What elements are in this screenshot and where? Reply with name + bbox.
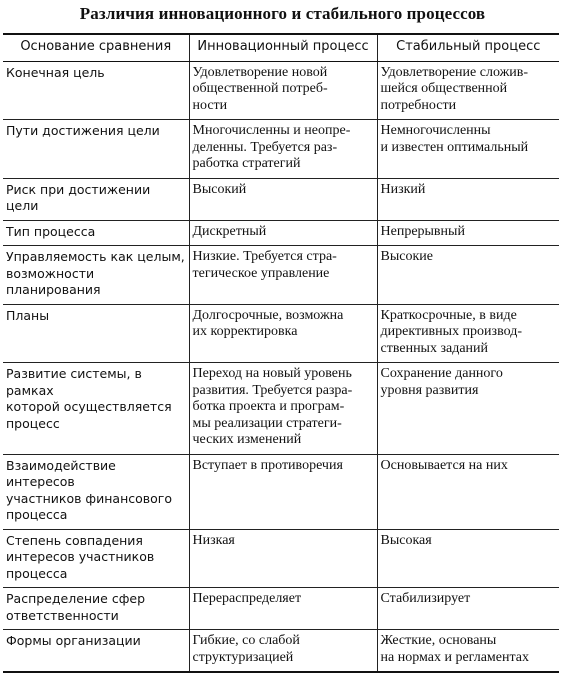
table-row	[3, 363, 559, 455]
innovative-cell: Удовлетворение новой общественной потреб- ности	[189, 61, 377, 120]
table-row	[3, 630, 559, 673]
innovative-cell: Многочисленны и неопре- деленны. Требуется раз- работка стратегий	[189, 120, 377, 179]
stable-cell: Удовлетворение сложив- шейся общественной потребности	[377, 61, 559, 120]
basis-cell: Распределение сфер ответственности	[3, 588, 189, 630]
stable-cell: Основывается на них	[377, 454, 559, 529]
innovative-cell: Дискретный	[189, 220, 377, 246]
stable-cell: Высокие	[377, 246, 559, 305]
stable-cell: Непрерывный	[377, 220, 559, 246]
stable-cell: Высокая	[377, 529, 559, 588]
innovative-cell: Гибкие, со слабой структуризацией	[189, 630, 377, 673]
stable-cell: Стабилизирует	[377, 588, 559, 630]
table-row	[3, 304, 559, 363]
header-basis: Основание сравнения	[3, 34, 189, 61]
header-stable: Стабильный процесс	[377, 34, 559, 61]
stable-cell: Низкий	[377, 178, 559, 220]
basis-cell: Управляемость как целым, возможности планирования	[3, 246, 189, 305]
table-row	[3, 61, 559, 120]
innovative-cell: Низкие. Требуется стра- тегическое управление	[189, 246, 377, 305]
table-row	[3, 178, 559, 220]
table-row	[3, 246, 559, 305]
basis-cell: Степень совпадения интересов участников процесса	[3, 529, 189, 588]
table-title: Различия инновационного и стабильного процессов	[79, 4, 486, 23]
basis-cell: Пути достижения цели	[3, 120, 189, 179]
table-row	[3, 120, 559, 179]
innovative-cell: Переход на новый уровень развития. Требуется разра- ботка проекта и програм- мы реализации стратеги- ческих изменений	[189, 363, 377, 455]
innovative-cell: Низкая	[189, 529, 377, 588]
basis-cell: Планы	[3, 304, 189, 363]
header-row	[3, 34, 559, 61]
innovative-cell: Высокий	[189, 178, 377, 220]
innovative-cell: Перераспределяет	[189, 588, 377, 630]
innovative-cell: Долгосрочные, возможна их корректировка	[189, 304, 377, 363]
table-row	[3, 454, 559, 529]
stable-cell: Жесткие, основаны на нормах и регламентах	[377, 630, 559, 673]
basis-cell: Взаимодействие интересов участников финансового процесса	[3, 454, 189, 529]
stable-cell: Сохранение данного уровня развития	[377, 363, 559, 455]
basis-cell: Тип процесса	[3, 220, 189, 246]
stable-cell: Краткосрочные, в виде директивных производ- ственных заданий	[377, 304, 559, 363]
comparison-table	[3, 33, 559, 673]
basis-cell: Конечная цель	[3, 61, 189, 120]
header-innovative: Инновационный процесс	[189, 34, 377, 61]
table-row	[3, 220, 559, 246]
stable-cell: Немногочисленны и известен оптимальный	[377, 120, 559, 179]
table-row	[3, 529, 559, 588]
basis-cell: Развитие системы, в рамках которой осуществляется процесс	[3, 363, 189, 455]
basis-cell: Риск при достижении цели	[3, 178, 189, 220]
basis-cell: Формы организации	[3, 630, 189, 673]
table-row	[3, 588, 559, 630]
innovative-cell: Вступает в противоречия	[189, 454, 377, 529]
